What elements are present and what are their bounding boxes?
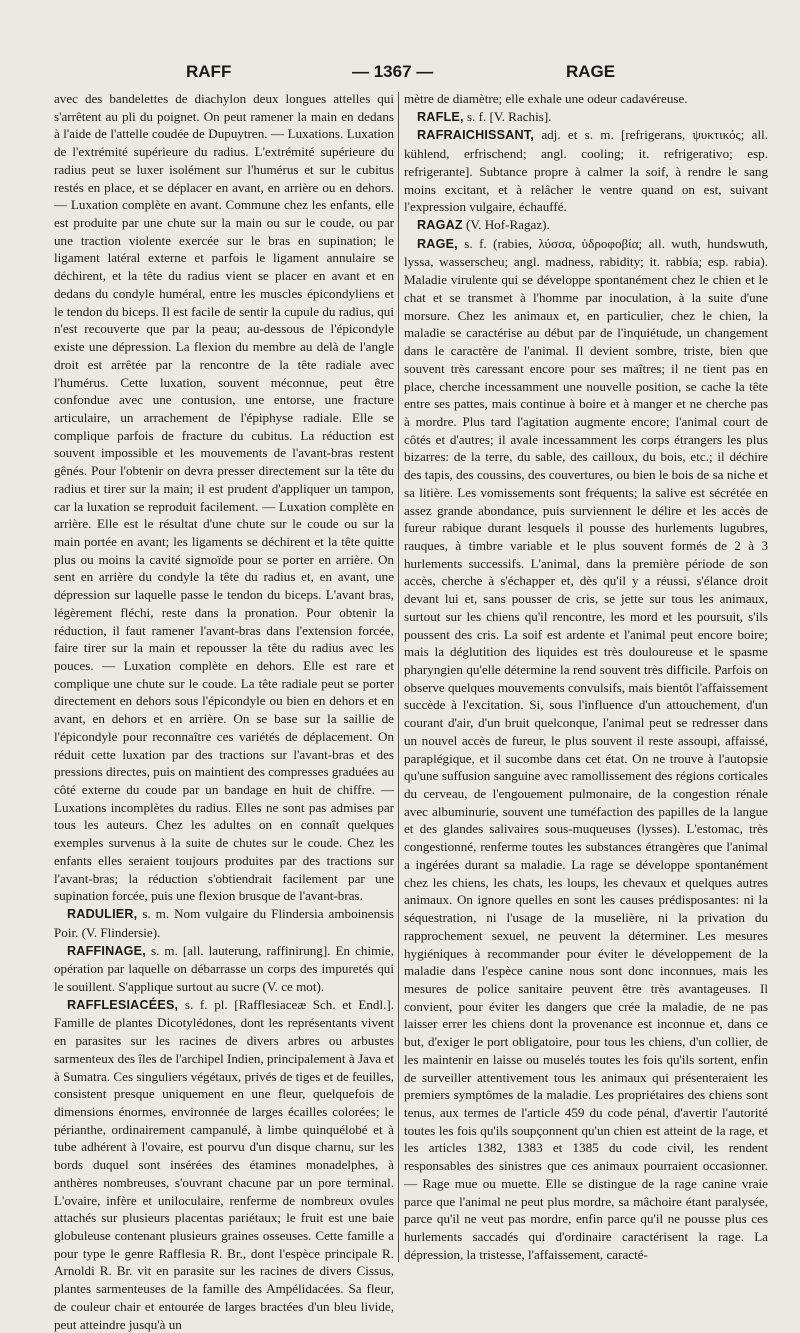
entry-raffinage [54, 942, 394, 996]
headword-raffinage: RAFFINAGE, [67, 943, 146, 958]
column-divider [398, 92, 399, 1262]
headword-rage: RAGE, [417, 236, 458, 251]
entry-rage [404, 235, 768, 1264]
headword-rafraichissant: RAFRAICHISSANT, [417, 128, 535, 143]
right-column [404, 90, 768, 1315]
running-head-left: RAFF [186, 62, 232, 81]
luxation-continuation: avec des bandelettes de diachylon deux longues attelles qui s'arrêtent au pli du poignet. On peut ramener la main en dedans à l'aide de l'attelle coudée de Dupuytren. — Luxations. Luxation de l'extrémité supérieure du radius. L'extrémité supérieure du radius peut se luxer isolément sur l'humérus et sur le cubitus restés en place, et se déplacer en avant, en arrière ou en dehors. — Luxation complète en avant. Commune chez les enfants, elle est produite par une chute sur la main ou sur le coude, ou par une traction violente exercée sur le bras en supination; le ligament latéral externe et parfois le ligament annulaire se déchirent, et la tête du radius vient se placer en avant et en dedans du condyle huméral, entre les muscles épicondyliens et le tendon du biceps. Il est facile de sentir la cupule du radius, qui n'est recouverte que par la peau; au-dessous de l'épicondyle existe une dépression. La flexion du membre au delà de l'angle droit est arrêtée par la rencontre de la tête radiale avec l'humérus. Cette luxation, souvent méconnue, peut être confondue avec une contusion, une entorse, une fracture articulaire, un arrachement de l'épiphyse radiale. Elle se complique parfois de fracture du cubitus. La réduction est souvent impossible et les mouvements de l'avant-bras restent gênés. Pour l'obtenir on devra presser directement sur la tête du radius et tirer sur la main; il est prudent d'appliquer un tampon, car la luxation se reproduit facilement. — Luxation complète en arrière. Elle est le résultat d'une chute sur le coude ou sur la main portée en avant; les ligaments se déchirent et la tête quitte plus ou moins la cavité sigmoïde pour se porter en arrière. On sent en arrière du condyle la tête du radius et, en avant, une dépression sur laquelle passe le tendon du biceps. L'avant bras, légèrement fléchi, reste dans la pronation. Pour obtenir la réduction, il faut ramener l'avant-bras dans l'extension forcée, faire tirer sur la main et repousser la tête du radius avec les pouces. — Luxation complète en dehors. Elle est rare et complique une chute sur le coude. La tête radiale peut se porter directement en dehors sous l'épicondyle ou bien en dehors et en avant, en dehors et en arrière. On se base sur la saillie de l'épicondyle pour reconnaître ces variétés de déplacement. On réduit cette luxation par des tractions sur l'avant-bras et des pressions directes, puis on maintient des compresses graduées au côté externe du coude par un bandage en huit de chiffre. — Luxations incomplètes du radius. Elles ne sont pas admises par tous les auteurs. Chez les adultes on en connaît quelques exemples survenus à la suite de chutes sur le coude. Chez les enfants elles seraient toujours produites par des tractions sur l'avant-bras; la réduction s'obtiendrait facilement par une supination forcée, puis une flexion brusque de l'avant-bras. [54, 91, 394, 904]
entry-rafflesiacees [54, 996, 394, 1333]
entry-radulier [54, 905, 394, 941]
page-number: — 1367 — [352, 62, 434, 81]
entry-rafraichissant [404, 126, 768, 216]
definition-rafflesiacees: s. f. pl. [Rafflesiaceæ Sch. et Endl.]. Famille de plantes Dicotylédones, dont les représentants vivent en parasites sur les racines de divers arbres ou arbustes sarmenteux des îles de l'archipel Indien, principalement à Java et à Sumatra. Ces singuliers végétaux, privés de tiges et de feuilles, consistent presque uniquement en une fleur, quelquefois de dimensions énormes, environnée de larges écailles colorées; le périanthe, ordinairement campanulé, à limbe quinquélobé et à tube adhérent à l'ovaire, est pourvu d'un disque charnu, sur les bords duquel sont insérées des étamines monadelphes, à anthères nombreuses, s'ouvrant chacune par un pore terminal. L'ovaire, infère et uniloculaire, renferme de nombreux ovules attachés sur plusieurs placentas pariétaux; le fruit est une baie globuleuse contenant plusieurs graines osseuses. Cette famille a pour type le genre Rafflesia R. Br., dont l'espèce principale R. Arnoldi R. Br. vit en parasite sur les racines de divers Cissus, plantes sarmenteuses de la famille des Ampélidacées. Sa fleur, de couleur chair et entourée de larges bractées d'un bleu livide, peut atteindre jusqu'à un [54, 996, 394, 1332]
headword-ragaz: RAGAZ [417, 218, 463, 233]
headword-radulier: RADULIER, [67, 907, 138, 922]
definition-raffinage: s. m. [all. lauterung, raffinirung]. En chimie, opération par laquelle on débarrasse un corps des impuretés qui le souillent. S'applique surtout au sucre (V. ce mot). [54, 942, 394, 994]
rafflesiacees-continuation: mètre de diamètre; elle exhale une odeur cadavéreuse. [404, 91, 688, 106]
definition-rafraichissant: adj. et s. m. [refrigerans, ψυκτικός; all. kühlend, erfrischend; angl. cooling; it. refrigerativo; esp. refrigerante]. Subtance propre à calmer la soif, à rendre le sang moins excitant, et à relâcher le ventre quand on est, suivant l'expression vulgaire, échauffé. [404, 127, 768, 215]
definition-rage: s. f. (rabies, λύσσα, ὑδροφοβία; all. wuth, hundswuth, lyssa, wasserscheu; angl. madness, rabidity; it. rabbia; esp. rabia). Maladie virulente qui se développe spontanément chez le chien et le chat et se transmet à l'homme par inoculation, à la suite d'une morsure. Chez les animaux et, en particulier, chez le chien, la maladie se caractérise au début par de l'inquiétude, un changement dans le caractère de l'animal. Il devient sombre, triste, bien que souvent très caressant encore pour ses maîtres; il ne tient pas en place, cherche incessamment une nouvelle position, se cache la tête entre ses pattes, mais continue à boire et à manger et ne cherche pas à mordre. Plus tard l'agitation augmente encore; l'animal court de côtés et d'autres; il avale incessamment les corps étrangers les plus bizarres: de la terre, du sable, des cailloux, du bois, etc.; il déchire des tapis, des coussins, des couvertures, ou bien le bois de sa niche et sa litière. Les vomissements sont fréquents; la salive est sécrétée en assez grande abondance, puis surviennent le délire et les accès de fureur rabique durant lesquels il pousse des hurlements lugubres, rauques, à timbre variable et le plus souvent formés de 2 à 3 hurlements successifs. L'animal, dans la première période de son accès, cherche à s'échapper et, dès qu'il y a réussi, s'élance droit devant lui et, sans pousser de cris, se jette sur tous les animaux, surtout sur les chiens qu'il rencontre, les mord et les poursuit, s'ils poussent des cris. La soif est ardente et l'animal peut encore boire; mais la déglutition des liquides est très douloureuse et le spasme pharyngien qu'elle détermine la rend souvent très difficile. Parfois on observe quelques mouvements convulsifs, mais bientôt l'affaissement succède à l'excitation. Si, sous l'influence d'un attouchement, d'un courant d'air, d'un bruit quelconque, l'animal peut se redresser dans un nouvel accès de fureur, le plus souvent il reste assoupi, affaissé, paraplégique, et il sucombe dans cet état. On ne trouve à l'autopsie qu'une suffusion sanguine avec ramollissement des régions corticales du cerveau, de l'engouement pulmonaire, de la congestion rénale avec albuminurie, souvent une tuméfaction des papilles de la langue et des glandes salivaires sous-muqueuses (lysses). L'estomac, très congestionné, renferme toutes les substances étrangères que l'animal a ingérées durant sa maladie. La rage se développe spontanément chez les chiens, les chats, les loups, les chevaux et quelques autres animaux. On ignore quelles en sont les causes prédisposantes: ni la séquestration, ni l'usage de la muselière, ni la privation du rapprochement sexuel, ne peuvent la déterminer. Les mesures hygiéniques à recommander pour éviter le développement de la maladie dans l'espèce canine nous sont donc inconnues, mais les mesures de police sanitaire peuvent être très avantageuses. Il convient, pour éviter les dangers que crée la maladie, de ne pas laisser errer les chiens dont la provenance est inconnue et, dans ce but, d'exiger le port obligatoire, pour tous les chiens, d'un collier, de les maintenir en laisse ou muselés toutes les fois qu'ils sortent, enfin de surveiller attentivement tous les animaux qui présenteraient les premiers symptômes de la maladie. Les propriétaires des chiens sont tenus, aux termes de l'article 459 du code pénal, d'avertir l'autorité toutes les fois qu'ils soupçonnent qu'un chien est atteint de la rage, et les articles 1382, 1383 et 1385 du code civil, les rendent responsables des sinistres que ces animaux pourraient occasionner. — Rage mue ou muette. Elle se distingue de la rage canine vraie parce que l'animal ne peut plus mordre, sa mâchoire étant paralysée, parce qu'il ne veut pas mordre, enfin parce qu'il ne pousse plus ces hurlements saccadés qui d'ordinaire caractérisent la rage. La dépression, la tristesse, l'affaissement, caracté- [404, 235, 768, 1262]
headword-rafflesiacees: RAFFLESIACÉES, [67, 997, 179, 1012]
running-head-right: RAGE [566, 62, 616, 81]
definition-rafle: s. f. [V. Rachis]. [463, 108, 552, 124]
definition-radulier: s. m. Nom vulgaire du Flindersia amboinensis Poir. (V. Flindersie). [54, 906, 394, 940]
entry-ragaz [404, 216, 768, 235]
entry-rafle [404, 108, 768, 127]
left-column [54, 90, 394, 1332]
definition-ragaz: (V. Hof-Ragaz). [462, 217, 550, 233]
running-head [0, 62, 800, 84]
headword-rafle: RAFLE, [417, 109, 464, 124]
